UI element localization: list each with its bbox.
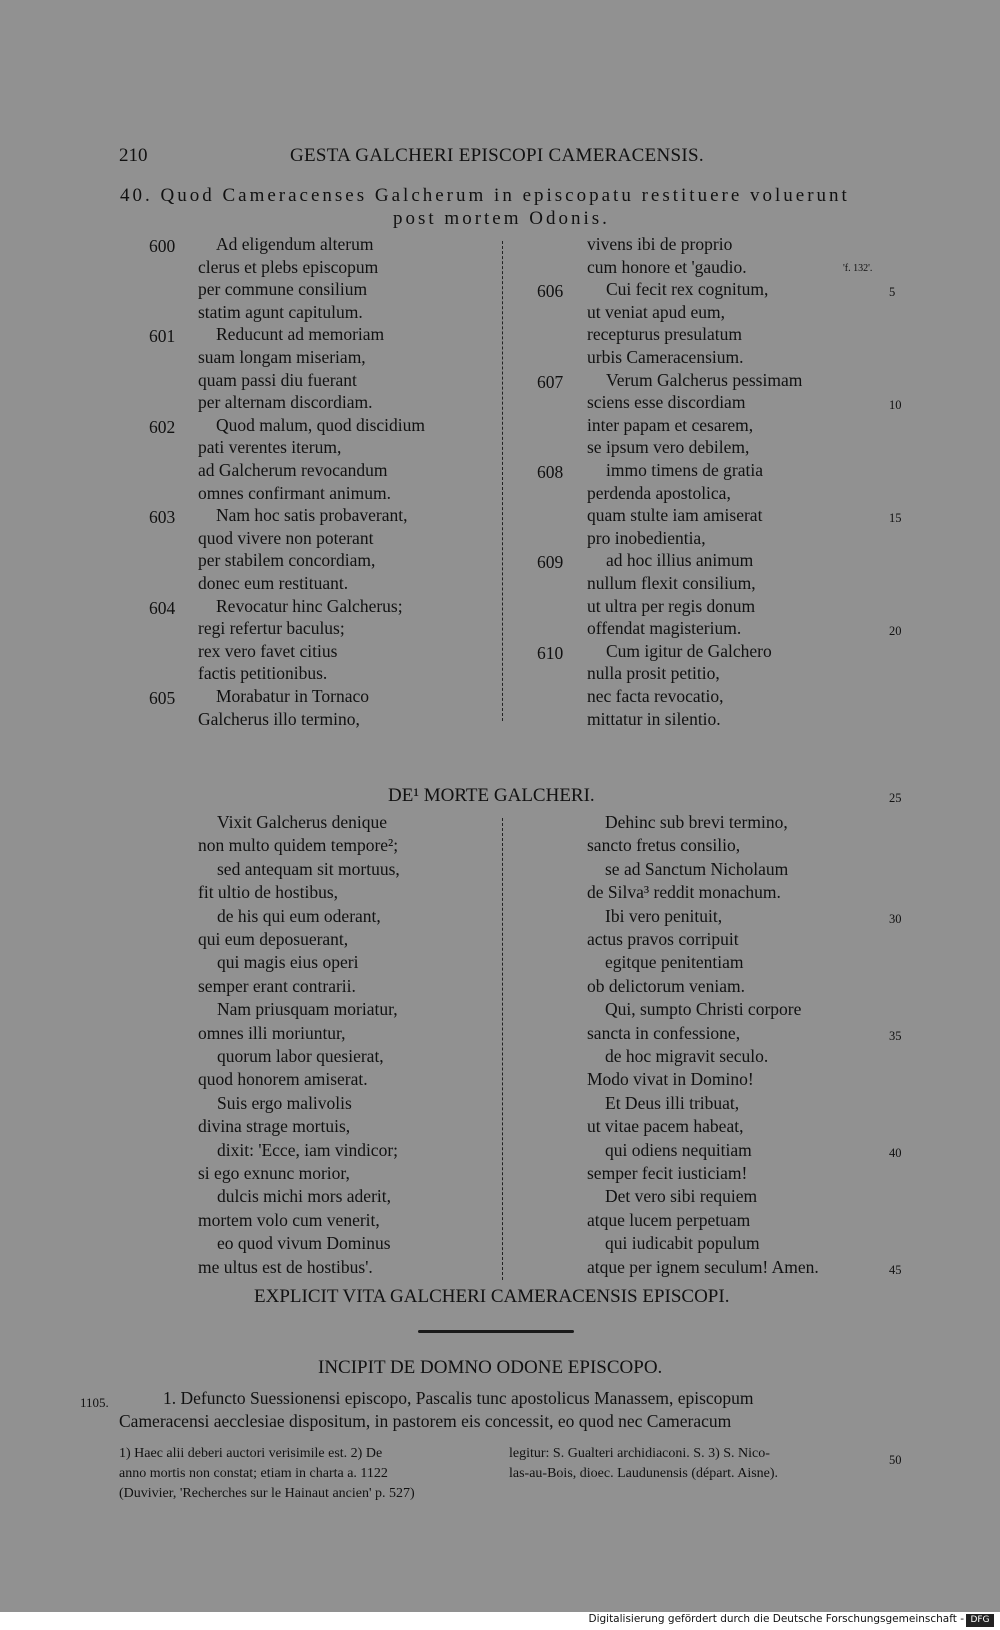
verse-line: de hoc migravit seculo. <box>605 1046 769 1066</box>
verse-number: 601 <box>149 326 176 347</box>
verse-line: recepturus presulatum <box>587 324 743 345</box>
verse-line: Revocatur hinc Galcherus; <box>216 595 403 616</box>
verse-line: cum honore et 'gaudio. <box>587 256 747 277</box>
verse-number: 609 <box>537 552 564 573</box>
verse-line: nulla prosit petitio, <box>587 663 720 684</box>
verse-line: fit ultio de hostibus, <box>198 882 338 903</box>
verse-line: Galcherus illo termino, <box>198 708 360 729</box>
section-rule <box>418 1330 574 1333</box>
verse-line: perdenda apostolica, <box>587 482 731 503</box>
incipit-heading: INCIPIT DE DOMNO ODONE EPISCOPO. <box>318 1357 663 1378</box>
verse-line: Morabatur in Tornaco <box>216 686 369 706</box>
verse-number: 604 <box>149 597 176 618</box>
prose-line: Cameracensi aecclesiae dispositum, in pastorem eis concessit, eo quod nec Cameracum <box>119 1411 732 1431</box>
verse-line: pro inobedientia, <box>587 527 706 548</box>
line-number: 15 <box>889 511 902 526</box>
footnote-line: las-au-Bois, dioec. Laudunensis (départ. Aisne). <box>509 1466 779 1481</box>
verse-line: Cum igitur de Galchero <box>606 640 772 661</box>
verse-line: donec eum restituant. <box>198 573 349 593</box>
verse-line: de Silva³ reddit monachum. <box>587 882 781 903</box>
column-divider-2 <box>502 818 503 1280</box>
verse-line: omnes confirmant animum. <box>198 482 391 503</box>
verse-line: quod vivere non poterant <box>198 527 374 548</box>
verse-line: ut veniat apud eum, <box>587 301 726 322</box>
section-title: 40. Quod Cameracenses Galcherum in episcopatu restituere voluerunt <box>120 185 850 206</box>
footnote-line: anno mortis non constat; etiam in charta a. 1122 <box>119 1466 388 1481</box>
year-margin: 1105. <box>80 1395 109 1410</box>
verse-line: dulcis michi mors aderit, <box>217 1186 391 1207</box>
verse-line: Qui, sumpto Christi corpore <box>605 999 802 1020</box>
verse-line: statim agunt capitulum. <box>198 301 363 322</box>
verse-line: regi refertur baculus; <box>198 618 345 639</box>
verse-line: ad Galcherum revocandum <box>198 460 388 480</box>
footnote-line: 1) Haec alii deberi auctori verisimile est. 2) De <box>119 1446 383 1461</box>
verse-line: Ibi vero penituit, <box>605 905 723 926</box>
verse-line: rex vero favet citius <box>198 640 338 661</box>
verse-line: eo quod vivum Dominus <box>217 1233 391 1254</box>
verse-line: Et Deus illi tribuat, <box>605 1092 740 1113</box>
verse-line: Quod malum, quod discidium <box>216 414 426 435</box>
verse-line: factis petitionibus. <box>198 663 328 684</box>
section-title-continued: post mortem Odonis. <box>393 208 610 229</box>
verse-line: sancto fretus consilio, <box>587 835 741 856</box>
verse-line: per alternam discordiam. <box>198 392 373 413</box>
verse-line: suam longam miseriam, <box>198 347 366 367</box>
verse-line: se ad Sanctum Nicholaum <box>605 858 789 879</box>
line-number: 25 <box>889 791 902 805</box>
verse-number: 606 <box>537 281 564 302</box>
verse-line: ob delictorum veniam. <box>587 975 745 996</box>
verse-line: non multo quidem tempore²; <box>198 835 399 856</box>
verse-line: Nam priusquam moriatur, <box>217 999 398 1020</box>
verse-line: omnes illi moriuntur, <box>198 1022 346 1043</box>
verse-line: semper erant contrarii. <box>198 975 356 996</box>
verse-line: nec facta revocatio, <box>587 686 724 706</box>
column-divider <box>502 241 503 721</box>
verse-number: 602 <box>149 416 176 437</box>
verse-line: actus pravos corripuit <box>587 929 739 949</box>
verse-line: si ego exnunc morior, <box>198 1163 350 1183</box>
verse-line: semper fecit iusticiam! <box>587 1163 748 1183</box>
verse-line: ut vitae pacem habeat, <box>587 1116 744 1137</box>
verse-number: 607 <box>537 371 564 392</box>
verse-number: 610 <box>537 642 564 663</box>
verse-line: ut ultra per regis donum <box>587 595 756 616</box>
verse-line: per commune consilium <box>198 279 368 300</box>
dfg-logo: DFG <box>966 1614 994 1627</box>
line-number: 10 <box>889 398 902 413</box>
verse-line: Suis ergo malivolis <box>217 1092 352 1113</box>
verse-number: 605 <box>149 688 176 708</box>
verse-line: atque per ignem seculum! Amen. <box>587 1256 819 1277</box>
line-number: 45 <box>889 1262 902 1277</box>
verse-line: Nam hoc satis probaverant, <box>216 505 408 526</box>
morte-heading: DE¹ MORTE GALCHERI. <box>388 785 595 806</box>
verse-line: mortem volo cum venerit, <box>198 1209 380 1230</box>
verse-line: dixit: 'Ecce, iam vindicor; <box>217 1139 399 1160</box>
verse-line: de his qui eum oderant, <box>217 905 381 926</box>
line-number: 20 <box>889 624 902 639</box>
verse-line: divina strage mortuis, <box>198 1116 351 1137</box>
verse-line: sancta in confessione, <box>587 1022 741 1043</box>
verse-line: quam stulte iam amiserat <box>587 505 763 526</box>
verse-line: sciens esse discordiam <box>587 392 746 413</box>
prose-line: 1. Defuncto Suessionensi episcopo, Pascalis tunc apostolicus Manassem, episcopum <box>163 1388 754 1408</box>
verse-line: Cui fecit rex cognitum, <box>606 279 769 300</box>
verse-line: mittatur in silentio. <box>587 708 721 729</box>
verse-line: Reducunt ad memoriam <box>216 324 385 345</box>
verse-line: nullum flexit consilium, <box>587 573 756 593</box>
verse-line: atque lucem perpetuam <box>587 1209 751 1230</box>
verse-line: offendat magisterium. <box>587 618 742 639</box>
footnote-line: legitur: S. Gualteri archidiaconi. S. 3) S. Nico- <box>509 1446 770 1461</box>
credit-text: Digitalisierung gefördert durch die Deutsche Forschungsgemeinschaft - <box>588 1613 964 1625</box>
line-number: 50 <box>889 1453 902 1467</box>
page-number: 210 <box>119 145 148 166</box>
verse-number: 603 <box>149 507 176 528</box>
verse-line: quod honorem amiserat. <box>198 1069 368 1090</box>
verse-line: qui odiens nequitiam <box>605 1139 752 1160</box>
verse-line: se ipsum vero debilem, <box>587 437 750 458</box>
verse-number: 608 <box>537 462 564 482</box>
verse-line: vivens ibi de proprio <box>587 234 733 254</box>
verse-line: Det vero sibi requiem <box>605 1186 758 1207</box>
verse-line: per stabilem concordiam, <box>198 550 376 571</box>
explicit-heading: EXPLICIT VITA GALCHERI CAMERACENSIS EPISCOPI. <box>254 1286 730 1307</box>
folio-marker: 'f. 132'. <box>843 262 873 274</box>
verse-line: pati verentes iterum, <box>198 437 342 458</box>
verse-line: ad hoc illius animum <box>606 550 754 571</box>
running-title: GESTA GALCHERI EPISCOPI CAMERACENSIS. <box>290 145 704 166</box>
verse-line: egitque penitentiam <box>605 952 744 973</box>
line-number: 35 <box>889 1028 902 1043</box>
verse-line: quam passi diu fuerant <box>198 369 357 390</box>
verse-line: qui eum deposuerant, <box>198 929 349 949</box>
verse-line: sed antequam sit mortuus, <box>217 858 400 879</box>
verse-line: quorum labor quesierat, <box>217 1046 384 1066</box>
verse-line: qui magis eius operi <box>217 952 359 973</box>
verse-number: 600 <box>149 236 176 256</box>
verse-line: immo timens de gratia <box>606 460 763 480</box>
line-number: 5 <box>889 285 896 300</box>
verse-line: inter papam et cesarem, <box>587 414 754 435</box>
verse-line: Ad eligendum alterum <box>216 234 374 254</box>
verse-line: Vixit Galcherus denique <box>217 812 388 832</box>
verse-line: me ultus est de hostibus'. <box>198 1256 373 1277</box>
verse-line: urbis Cameracensium. <box>587 347 744 367</box>
verse-line: Dehinc sub brevi termino, <box>605 812 788 832</box>
line-number: 40 <box>889 1145 902 1160</box>
footnote-line: (Duvivier, 'Recherches sur le Hainaut ancien' p. 527) <box>119 1486 415 1501</box>
verse-line: Verum Galcherus pessimam <box>606 369 803 390</box>
verse-line: qui iudicabit populum <box>605 1233 760 1254</box>
line-number: 30 <box>889 911 902 926</box>
verse-line: clerus et plebs episcopum <box>198 256 379 277</box>
verse-line: Modo vivat in Domino! <box>587 1069 754 1090</box>
